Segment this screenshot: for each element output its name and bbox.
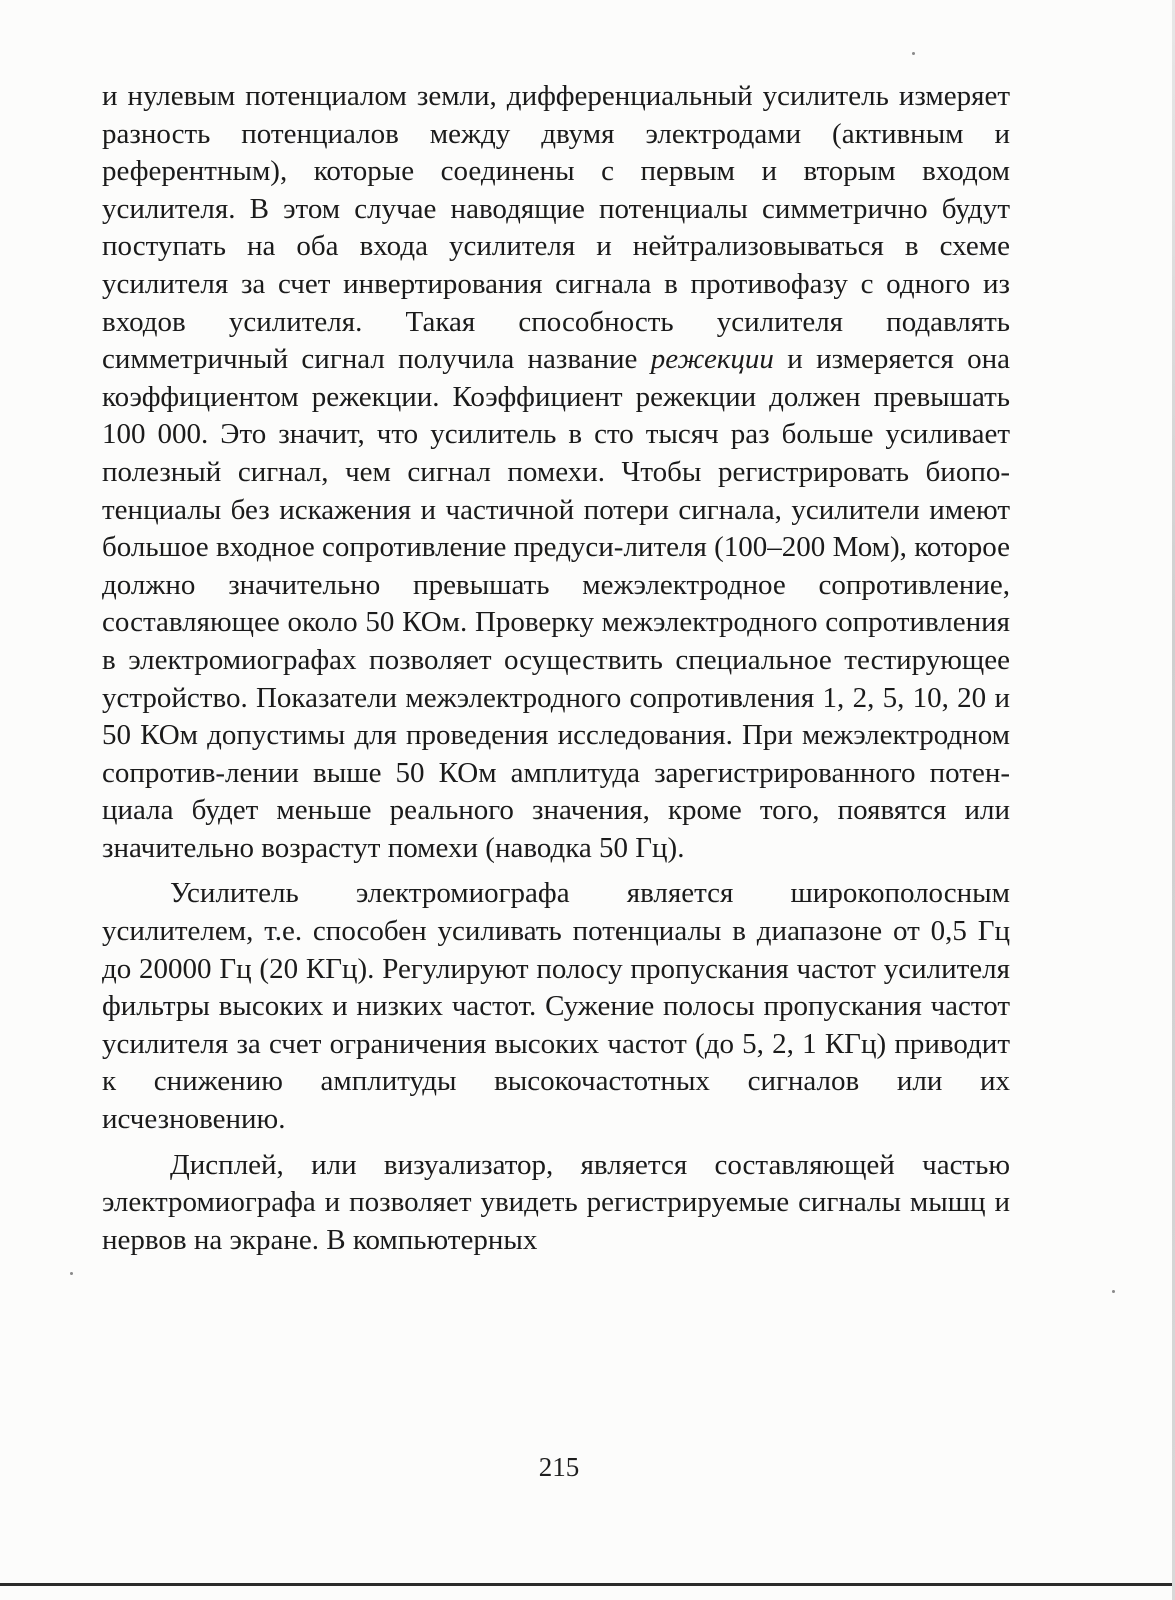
scan-speck [70,1272,73,1275]
paragraph-1-text-a: и нулевым потенциалом земли, дифференциальный усилитель измеряет разность потенциалов между двумя электродами (активным и референтным), которые соединены с первым и вторым входом усилителя. В этом случае наводящие потенциалы симметрично будут поступать на оба входа усилителя и нейтрализовываться в схеме усилителя за счет инвертирования сигнала в противофазу с одного из входов усилителя. Такая способность усилителя подавлять симметричный сигнал получила название [102,80,1010,376]
paragraph-1 [102,78,1010,867]
page-number: 215 [538,1452,580,1482]
scan-speck [1112,1290,1115,1293]
scan-speck [912,52,915,55]
scan-edge-bottom [0,1583,1175,1586]
paragraph-1-text-b: и измеряется она коэффициентом режекции. Коэффициент режекции должен превышать 100 000. Это значит, что усилитель в сто тысяч раз больше усиливает полезный сигнал, чем сигнал помехи. Чтобы регистрировать биопо-тенциалы без искажения и частичной потери сигнала, усилители имеют большое входное сопротивление предуси-лителя (100–200 Мом), которое должно значительно превышать межэлектродное сопротивление, составляющее около 50 КОм. Проверку межэлектродного сопротивления в электромиографах позволяет осуществить специальное тестирующее устройство. Показатели межэлектродного сопротивления 1, 2, 5, 10, 20 и 50 КОм допустимы для проведения исследования. При межэлектродном сопротив-лении выше 50 КОм амплитуда зарегистрированного потен-циала будет меньше реального значения, кроме того, появятся или значительно возрастут помехи (наводка 50 Гц). [102,343,1010,864]
body-text [102,78,1010,1267]
emphasized-term: режекции [650,343,774,376]
paragraph-2: Усилитель электромиографа является широкополосным усилителем, т.е. способен усиливать потенциалы в диапазоне от 0,5 Гц до 20000 Гц (20 КГц). Регулируют полосу пропускания частот усилителя фильтры высоких и низких частот. Сужение полосы пропускания частот усилителя за счет ограничения высоких частот (до 5, 2, 1 КГц) приводит к снижению амплитуды высокочастотных сигналов или их исчезновению. [102,877,1010,1136]
paragraph-3: Дисплей, или визуализатор, является составляющей частью электромиографа и позволяет увидеть регистрируемые сигналы мышц и нервов на экране. В компьютерных [102,1148,1010,1256]
